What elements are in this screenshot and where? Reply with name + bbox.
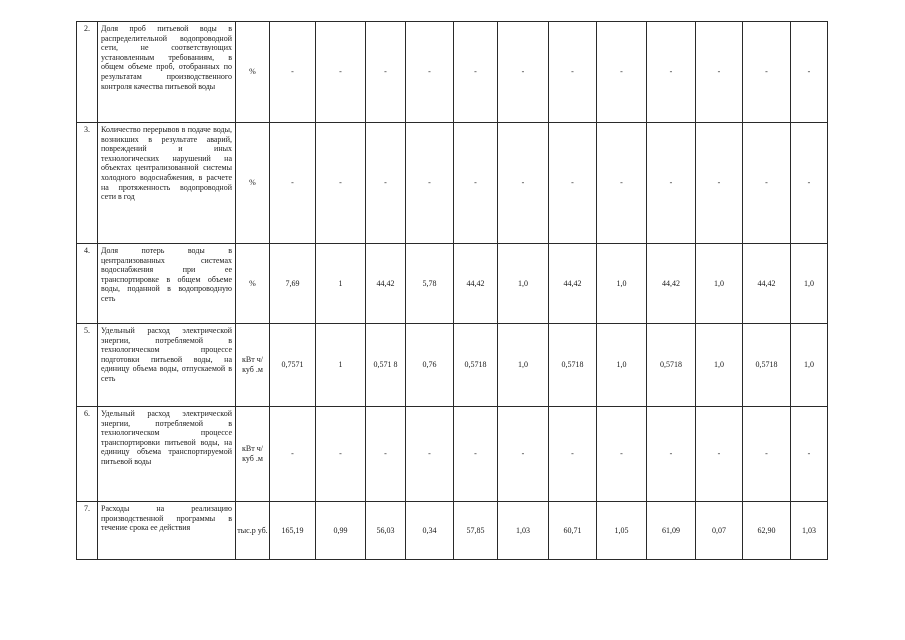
value-cell: 56,03 <box>366 502 406 560</box>
value-cell: 1,0 <box>696 324 743 407</box>
value-cell: - <box>498 22 549 123</box>
value-cell: - <box>366 407 406 502</box>
value-cell: 1,05 <box>597 502 647 560</box>
value-cell: - <box>549 407 597 502</box>
value-cell: - <box>454 123 498 244</box>
value-cell: 0,5718 <box>647 324 696 407</box>
value-cell: 44,42 <box>647 244 696 324</box>
row-number: 2. <box>77 22 98 123</box>
value-cell: - <box>454 407 498 502</box>
value-cell: 0,99 <box>316 502 366 560</box>
value-cell: 0,07 <box>696 502 743 560</box>
value-cell: - <box>597 123 647 244</box>
value-cell: 165,19 <box>270 502 316 560</box>
value-cell: 7,69 <box>270 244 316 324</box>
value-cell: 1,0 <box>498 324 549 407</box>
indicator-name: Удельный расход электрической энергии, потребляемой в технологическом процессе транспортировки питьевой воды, на единицу объема транспортируемой питьевой воды <box>98 407 236 502</box>
value-cell: 44,42 <box>743 244 791 324</box>
row-number: 7. <box>77 502 98 560</box>
value-cell: - <box>366 123 406 244</box>
value-cell: 0,7571 <box>270 324 316 407</box>
value-cell: 0,571 8 <box>366 324 406 407</box>
row-number: 3. <box>77 123 98 244</box>
value-cell: - <box>791 22 828 123</box>
row-number: 4. <box>77 244 98 324</box>
unit-cell: кВт ч/куб .м <box>236 324 270 407</box>
table-row <box>77 22 828 123</box>
value-cell: - <box>647 123 696 244</box>
value-cell: - <box>743 123 791 244</box>
value-cell: - <box>597 407 647 502</box>
value-cell: 62,90 <box>743 502 791 560</box>
value-cell: - <box>647 407 696 502</box>
value-cell: - <box>454 22 498 123</box>
value-cell: - <box>270 22 316 123</box>
row-number: 6. <box>77 407 98 502</box>
indicator-name: Удельный расход электрической энергии, потребляемой в технологическом процессе подготовки питьевой воды, на единицу объема воды, отпускаемой в сеть <box>98 324 236 407</box>
value-cell: 0,5718 <box>454 324 498 407</box>
value-cell: 1 <box>316 244 366 324</box>
unit-cell: кВт ч/куб .м <box>236 407 270 502</box>
value-cell: - <box>316 22 366 123</box>
value-cell: 0,5718 <box>549 324 597 407</box>
value-cell: - <box>366 22 406 123</box>
value-cell: - <box>743 22 791 123</box>
unit-cell: % <box>236 244 270 324</box>
value-cell: 61,09 <box>647 502 696 560</box>
value-cell: 44,42 <box>366 244 406 324</box>
value-cell: 1,0 <box>791 244 828 324</box>
value-cell: 1,03 <box>498 502 549 560</box>
value-cell: - <box>549 123 597 244</box>
value-cell: - <box>696 22 743 123</box>
value-cell: 0,76 <box>406 324 454 407</box>
table-row <box>77 407 828 502</box>
indicators-table <box>76 21 828 560</box>
table-row <box>77 324 828 407</box>
value-cell: - <box>791 123 828 244</box>
table-row <box>77 244 828 324</box>
table-row <box>77 123 828 244</box>
value-cell: - <box>406 22 454 123</box>
value-cell: 1,0 <box>498 244 549 324</box>
unit-cell: % <box>236 123 270 244</box>
value-cell: - <box>406 123 454 244</box>
value-cell: - <box>270 123 316 244</box>
row-number: 5. <box>77 324 98 407</box>
unit-cell: тыс.р уб. <box>236 502 270 560</box>
value-cell: - <box>549 22 597 123</box>
value-cell: - <box>696 407 743 502</box>
value-cell: - <box>743 407 791 502</box>
value-cell: 0,5718 <box>743 324 791 407</box>
indicator-name: Доля потерь воды в централизованных системах водоснабжения при ее транспортировке в общем объеме воды, поданной в водопроводную сеть <box>98 244 236 324</box>
value-cell: 44,42 <box>549 244 597 324</box>
value-cell: 1,03 <box>791 502 828 560</box>
value-cell: 1,0 <box>791 324 828 407</box>
value-cell: - <box>498 123 549 244</box>
value-cell: - <box>316 123 366 244</box>
value-cell: 0,34 <box>406 502 454 560</box>
value-cell: - <box>696 123 743 244</box>
table-row <box>77 502 828 560</box>
value-cell: - <box>316 407 366 502</box>
indicator-name: Количество перерывов в подаче воды, возникших в результате аварий, повреждений и иных технологических нарушений на объектах централизованной системы холодного водоснабжения, в расчете на протяженность водопроводной сети в год <box>98 123 236 244</box>
indicator-name: Расходы на реализацию производственной программы в течение срока ее действия <box>98 502 236 560</box>
value-cell: 44,42 <box>454 244 498 324</box>
value-cell: - <box>597 22 647 123</box>
value-cell: 1,0 <box>696 244 743 324</box>
value-cell: 1,0 <box>597 324 647 407</box>
value-cell: - <box>406 407 454 502</box>
value-cell: - <box>647 22 696 123</box>
value-cell: - <box>791 407 828 502</box>
value-cell: - <box>498 407 549 502</box>
value-cell: 1,0 <box>597 244 647 324</box>
value-cell: 1 <box>316 324 366 407</box>
unit-cell: % <box>236 22 270 123</box>
value-cell: 60,71 <box>549 502 597 560</box>
value-cell: - <box>270 407 316 502</box>
indicator-name: Доля проб питьевой воды в распределительной водопроводной сети, не соответствующих установленным требованиям, в общем объеме проб, отобранных по результатам производственного контроля качества питьевой воды <box>98 22 236 123</box>
value-cell: 5,78 <box>406 244 454 324</box>
value-cell: 57,85 <box>454 502 498 560</box>
